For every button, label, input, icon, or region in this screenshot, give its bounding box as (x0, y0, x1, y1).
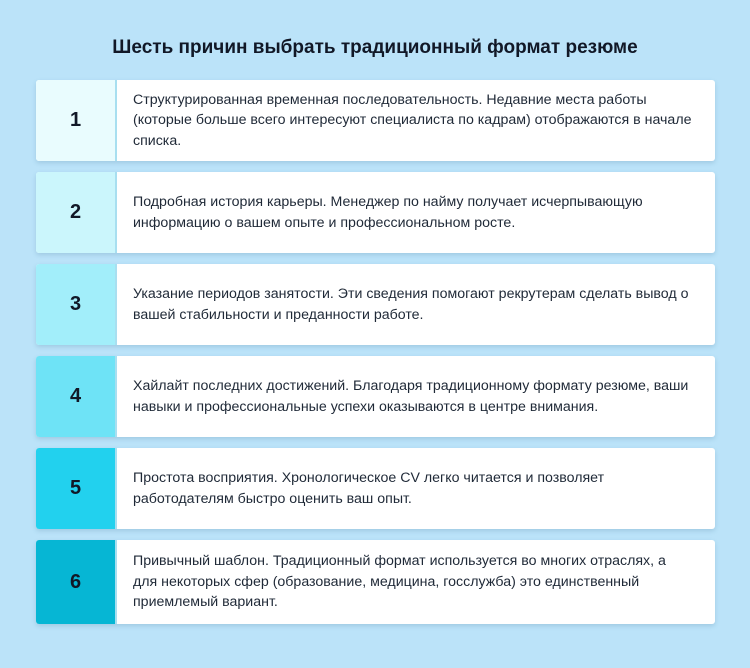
reason-number-3: 3 (36, 264, 117, 345)
reason-number-1: 1 (36, 80, 117, 161)
reason-number-2: 2 (36, 172, 117, 253)
reason-text-2: Подробная история карьеры. Менеджер по найму получает исчерпывающую информацию о вашем опыте и профессиональном росте. (133, 194, 643, 231)
page-title: Шесть причин выбрать традиционный формат резюме (112, 37, 638, 58)
reason-number-5: 5 (36, 448, 117, 529)
reason-number-4: 4 (36, 356, 117, 437)
reason-card-3 (36, 264, 715, 345)
reason-card-6 (36, 540, 715, 624)
reason-text-6: Привычный шаблон. Традиционный формат используется во многих отраслях, а для некоторых сфер (образование, медицина, госслужба) это единственный приемлемый вариант. (133, 553, 666, 611)
reasons-list (36, 80, 715, 635)
reason-card-4 (36, 356, 715, 437)
reason-text-5: Простота восприятия. Хронологическое CV легко читается и позволяет работодателям быстро оценить ваш опыт. (133, 470, 605, 507)
reason-text-1: Структурированная временная последовательность. Недавние места работы (которые больше всего интересуют специалиста по кадрам) отображаются в начале списка. (133, 91, 692, 149)
reason-number-6: 6 (36, 540, 117, 624)
reason-text-4: Хайлайт последних достижений. Благодаря традиционному формату резюме, ваши навыки и профессиональные успехи оказываются в центре внимания. (133, 378, 689, 415)
reason-card-5 (36, 448, 715, 529)
reason-text-3: Указание периодов занятости. Эти сведения помогают рекрутерам сделать вывод о вашей стабильности и преданности работе. (133, 286, 689, 323)
reason-card-1 (36, 80, 715, 161)
reason-card-2 (36, 172, 715, 253)
